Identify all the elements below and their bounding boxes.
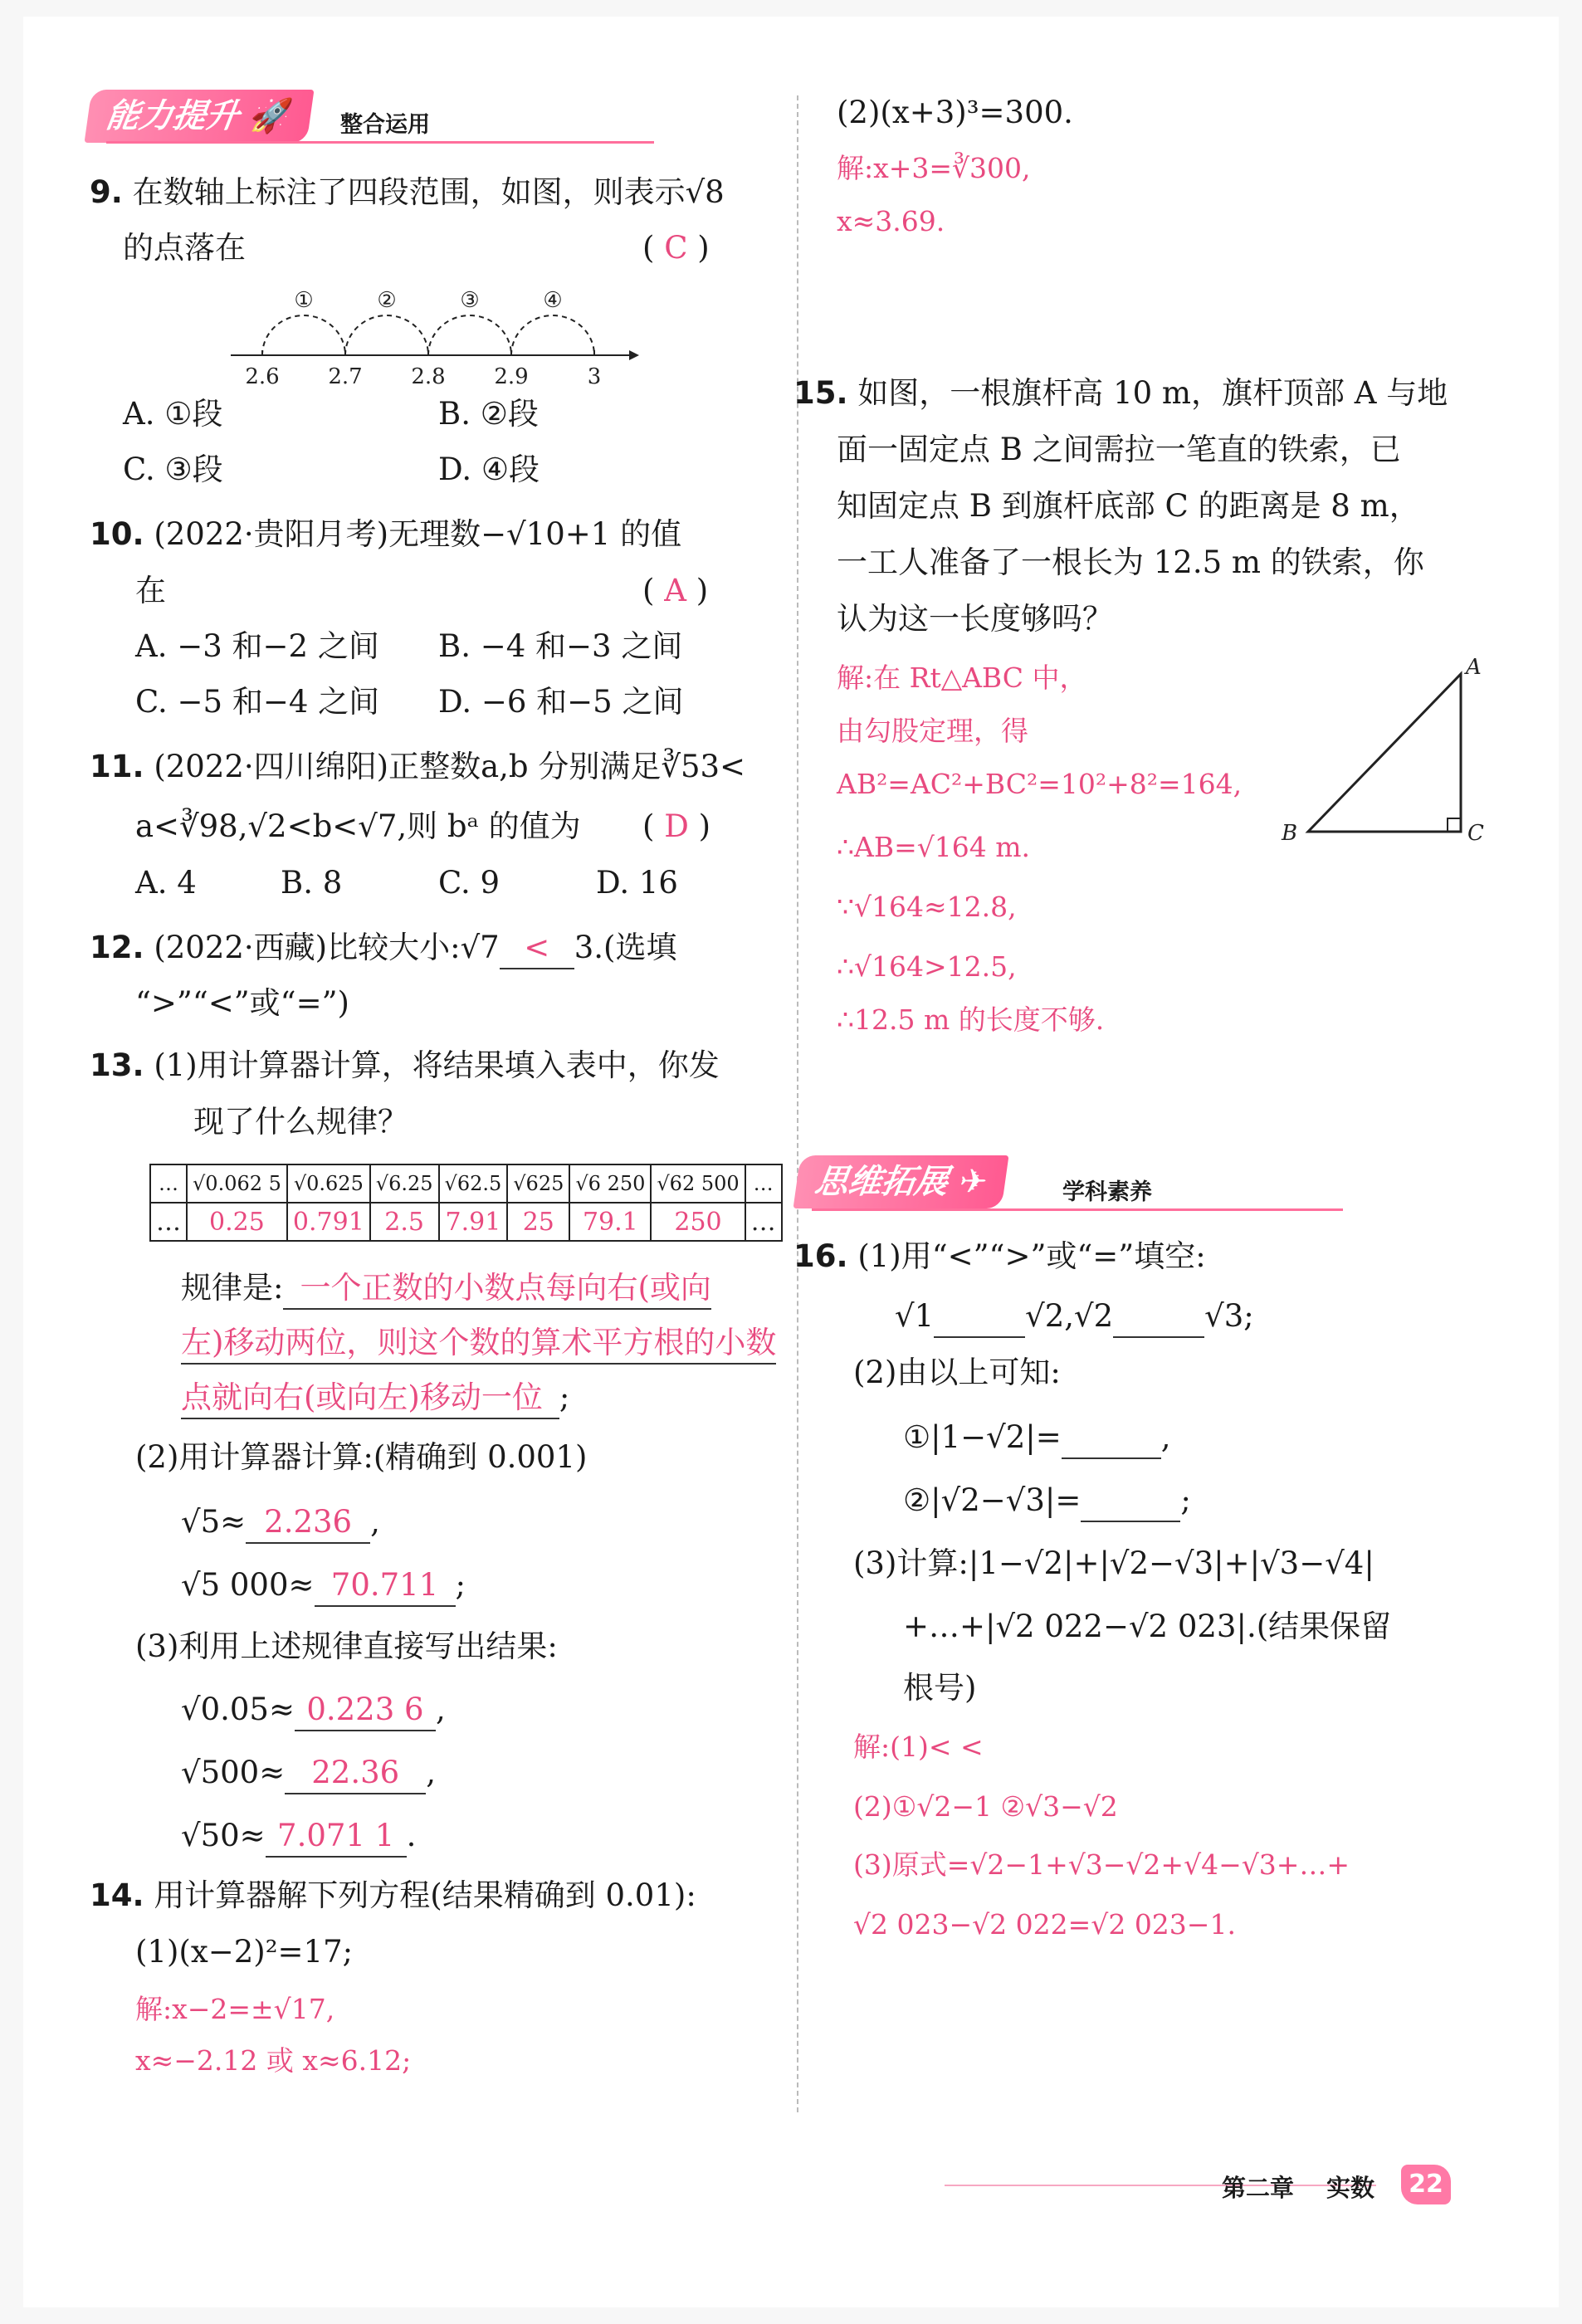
q13-rule-line2: 左)移动两位，则这个数的算术平方根的小数 [181,1323,776,1365]
q10-option-b: B. −4 和−3 之间 [438,628,683,664]
q15-solution-1: 解:在 Rt△ABC 中， [837,662,1087,694]
q15-solution-5: ∵√164≈12.8, [837,891,1017,923]
q15-line3: 知固定点 B 到旗杆底部 C 的距离是 8 m， [837,488,1420,524]
q13-rule-line1: 规律是: 一个正数的小数点每向右(或向 [181,1268,711,1310]
paper-plane-icon: ✈ [956,1163,990,1201]
tick-label-2.9: 2.9 [494,364,529,389]
rocket-icon: 🚀 [247,97,295,135]
q13-part3: (3)利用上述规律直接写出结果: [135,1628,558,1664]
q16-line2: √1 √2,√2 √3; [895,1296,1254,1338]
q16-line5: ②|√2−√3|= ; [903,1481,1191,1522]
q9-option-c: C. ③段 [123,452,223,487]
q13-part2-b: √5 000≈ 70.711 ; [181,1565,466,1607]
q13-part3-b: √500≈ 22.36 , [181,1753,436,1794]
q11-option-c: C. 9 [438,865,500,901]
q16-line3: (2)由以上可知: [853,1355,1061,1390]
q9-answer-slot: ( C ) [642,230,710,266]
banner-underline-thinking [812,1208,1343,1211]
q13-part3-c: √50≈ 7.071 1 . [181,1816,416,1858]
q10-option-c: C. −5 和−4 之间 [135,684,380,720]
q14-solution2-a: 解:x+3=∛300, [837,152,1031,184]
q15-line4: 一工人准备了一根长为 12.5 m 的铁索，你 [837,544,1424,580]
axis-arrow [629,350,639,360]
right-angle-mark [1448,818,1461,832]
q11-line2: a<∛98,√2<b<√7,则 bᵃ 的值为 [135,808,581,844]
q11-line1: 11. (2022·四川绵阳)正整数a,b 分别满足∛53< [90,749,746,784]
q11-option-d: D. 16 [596,865,678,901]
q10-option-a: A. −3 和−2 之间 [135,628,379,664]
page-number: 22 [1401,2165,1451,2204]
q11-option-b: B. 8 [281,865,343,901]
section-subtitle: 整合运用 [340,112,430,138]
q10-answer-slot: ( A ) [642,573,709,608]
page [23,17,1559,2307]
q12-answer: < [500,928,574,969]
footer-chapter: 第二章 [1222,2174,1295,2202]
segment-label-1: ① [294,288,314,313]
segment-label-3: ③ [460,288,480,313]
q13-line1: 13. (1)用计算器计算，将结果填入表中，你发 [90,1047,720,1083]
tick-label-2.7: 2.7 [328,364,363,389]
q16-solution-3: (3)原式=√2−1+√3−√2+√4−√3+…+ [853,1848,1350,1881]
q13-rule-line3: 点就向右(或向左)移动一位 ; [181,1378,569,1419]
arc-1 [262,315,345,355]
section-title-thinking: 思维拓展 [812,1163,951,1201]
segment-label-2: ② [377,288,397,313]
tick-label-2.8: 2.8 [411,364,446,389]
right-triangle-figure [1268,656,1509,855]
q9-line1: 9. 在数轴上标注了四段范围，如图，则表示√8 [90,174,725,210]
q13-part2-a: √5≈ 2.236 , [181,1502,380,1544]
banner-underline [106,141,654,144]
q13-line2: 现了什么规律？ [193,1104,408,1140]
q13-table: … √0.062 5 √0.625 √6.25 √62.5 √625 √6 250 √62 500 … … 0.25 0.791 2.5 7.91 25 79.1 250 … [149,1164,783,1242]
q16-line8: 根号) [903,1670,977,1706]
q14-solution1-a: 解:x−2=±√17, [135,1993,335,2025]
q10-option-d: D. −6 和−5 之间 [438,684,684,720]
q16-line7: +…+|√2 022−√2 023|.(结果保留 [903,1609,1392,1644]
q9-option-d: D. ④段 [438,452,540,487]
arc-4 [511,315,594,355]
q16-line6: (3)计算:|1−√2|+|√2−√3|+|√3−√4| [853,1545,1374,1581]
q10-line2: 在 [135,573,166,608]
q14-part1: (1)(x−2)²=17; [135,1934,354,1970]
tick-label-3: 3 [587,364,602,389]
section-banner-ability [85,90,315,143]
q15-solution-3: AB²=AC²+BC²=10²+8²=164, [837,768,1243,800]
footer-line [945,2185,1376,2186]
footer-topic: 实数 [1326,2174,1375,2202]
vertex-label-a: A [1466,656,1482,680]
q12-line1: 12. (2022·西藏)比较大小:√7 < 3.(选填 [90,928,676,969]
number-line-figure [222,282,654,390]
q16-line4: ①|1−√2|= , [903,1418,1171,1459]
q11-option-a: A. 4 [135,865,197,901]
q14-line1: 14. 用计算器解下列方程(结果精确到 0.01): [90,1877,696,1913]
q14-solution1-b: x≈−2.12 或 x≈6.12; [135,2044,412,2077]
q16-solution-2: (2)①√2−1 ②√3−√2 [853,1790,1118,1823]
q10-line1: 10. (2022·贵阳月考)无理数−√10+1 的值 [90,516,682,552]
vertex-label-b: B [1282,821,1298,846]
arc-3 [428,315,511,355]
q16-line1: 16. (1)用“<”“>”或“=”填空: [793,1238,1206,1274]
q15-line2: 面一固定点 B 之间需拉一笔直的铁索，已 [837,432,1401,467]
q16-blank-3[interactable] [1062,1418,1161,1459]
q13-part3-a: √0.05≈ 0.223 6 , [181,1690,446,1731]
q15-line1: 15. 如图，一根旗杆高 10 m，旗杆顶部 A 与地 [793,375,1448,411]
q11-answer-slot: ( D ) [642,808,711,844]
section-title: 能力提升 [103,97,242,135]
q9-option-a: A. ①段 [123,396,223,432]
q15-solution-4: ∴AB=√164 m. [837,831,1031,863]
q9-option-b: B. ②段 [438,396,539,432]
q16-blank-2[interactable] [1113,1296,1204,1338]
q16-solution-1: 解:(1)< < [853,1731,984,1763]
q15-solution-2: 由勾股定理，得 [837,715,1028,747]
segment-label-4: ④ [543,288,563,313]
section-subtitle-thinking: 学科素养 [1062,1179,1152,1205]
tick-label-2.6: 2.6 [245,364,280,389]
vertex-label-c: C [1467,821,1484,846]
q15-solution-7: ∴12.5 m 的长度不够. [837,1003,1105,1036]
q16-blank-4[interactable] [1081,1481,1180,1522]
q13-part2: (2)用计算器计算:(精确到 0.001) [135,1439,588,1475]
triangle-abc [1308,674,1461,832]
q15-line5: 认为这一长度够吗？ [837,601,1113,637]
arc-2 [345,315,428,355]
q9-line2: 的点落在 [123,230,246,266]
q12-line2: “>”“<”或“=”) [135,985,349,1021]
q14-part2: (2)(x+3)³=300. [837,95,1073,130]
q15-solution-6: ∴√164>12.5, [837,950,1017,983]
q16-blank-1[interactable] [934,1296,1025,1338]
q14-solution2-b: x≈3.69. [837,205,945,237]
section-banner-thinking [793,1155,1009,1208]
q16-solution-4: √2 023−√2 022=√2 023−1. [853,1908,1236,1941]
